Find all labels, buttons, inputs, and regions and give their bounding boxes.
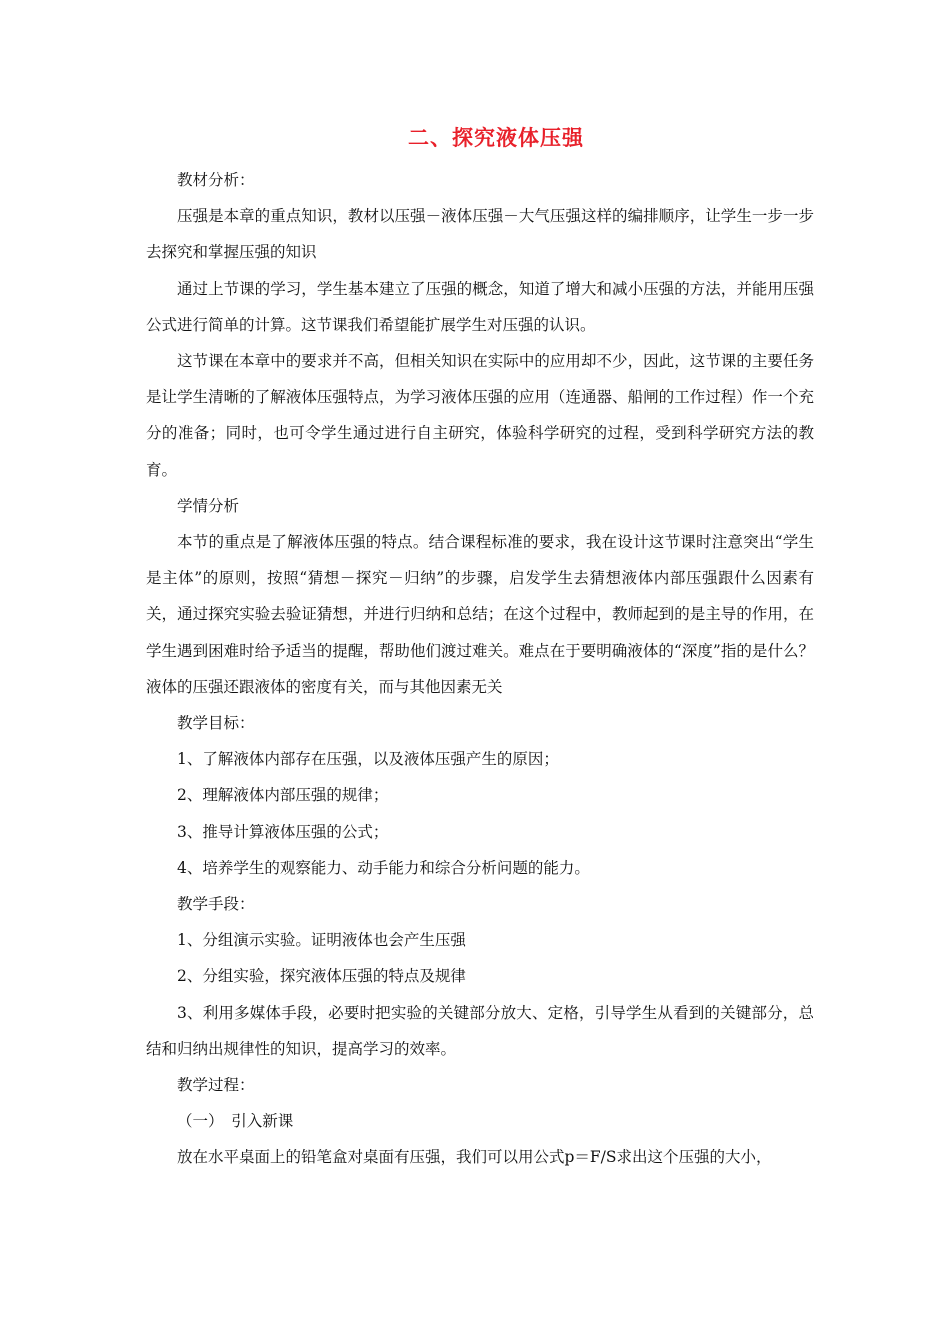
section-heading-student-analysis: 学情分析 — [177, 496, 240, 515]
list-item: 2、分组实验，探究液体压强的特点及规律 — [177, 967, 466, 986]
list-item: 2、理解液体内部压强的规律； — [177, 786, 389, 805]
section-heading-teaching-means: 教学手段： — [177, 895, 255, 914]
list-item: 4、培养学生的观察能力、动手能力和综合分析问题的能力。 — [177, 858, 590, 877]
paragraph: 放在水平桌面上的铅笔盒对桌面有压强，我们可以用公式p＝F/S求出这个压强的大小， — [177, 1148, 772, 1167]
list-item: 3、利用多媒体手段，必要时把实验的关键部分放大、定格，引导学生从看到的关键部分，总结和归纳出规律性的知识，提高学习的效率。 — [146, 1003, 814, 1058]
paragraph: 通过上节课的学习，学生基本建立了压强的概念，知道了增大和减小压强的方法，并能用压强公式进行简单的计算。这节课我们希望能扩展学生对压强的认识。 — [146, 279, 814, 334]
list-item: 1、分组演示实验。证明液体也会产生压强 — [177, 931, 466, 950]
paragraph: 压强是本章的重点知识，教材以压强－液体压强－大气压强这样的编排顺序，让学生一步一步去探究和掌握压强的知识 — [146, 207, 814, 262]
document-body — [146, 162, 814, 1176]
section-heading-teaching-process: 教学过程： — [177, 1076, 255, 1095]
section-heading-teaching-goals: 教学目标： — [177, 714, 255, 733]
document-title: 二、探究液体压强 — [408, 126, 584, 150]
paragraph: 本节的重点是了解液体压强的特点。结合课程标准的要求，我在设计这节课时注意突出“学生是主体”的原则，按照“猜想－探究－归纳”的步骤，启发学生去猜想液体内部压强跟什么因素有关，通过探究实验去验证猜想，并进行归纳和总结；在这个过程中，教师起到的是主导的作用，在学生遇到困难时给予适当的提醒，帮助他们渡过难关。难点在于要明确液体的“深度”指的是什么？液体的压强还跟液体的密度有关，而与其他因素无关 — [146, 533, 814, 696]
list-item: 1、了解液体内部存在压强，以及液体压强产生的原因； — [177, 750, 559, 769]
list-item: 3、推导计算液体压强的公式； — [177, 822, 389, 841]
subsection-heading: （一） 引入新课 — [177, 1112, 294, 1131]
paragraph: 这节课在本章中的要求并不高，但相关知识在实际中的应用却不少，因此，这节课的主要任务是让学生清晰的了解液体压强特点，为学习液体压强的应用（连通器、船闸的工作过程）作一个充分的准备；同时，也可令学生通过进行自主研究，体验科学研究的过程，受到科学研究方法的教育。 — [146, 352, 814, 479]
section-heading-textbook-analysis: 教材分析： — [177, 171, 255, 189]
